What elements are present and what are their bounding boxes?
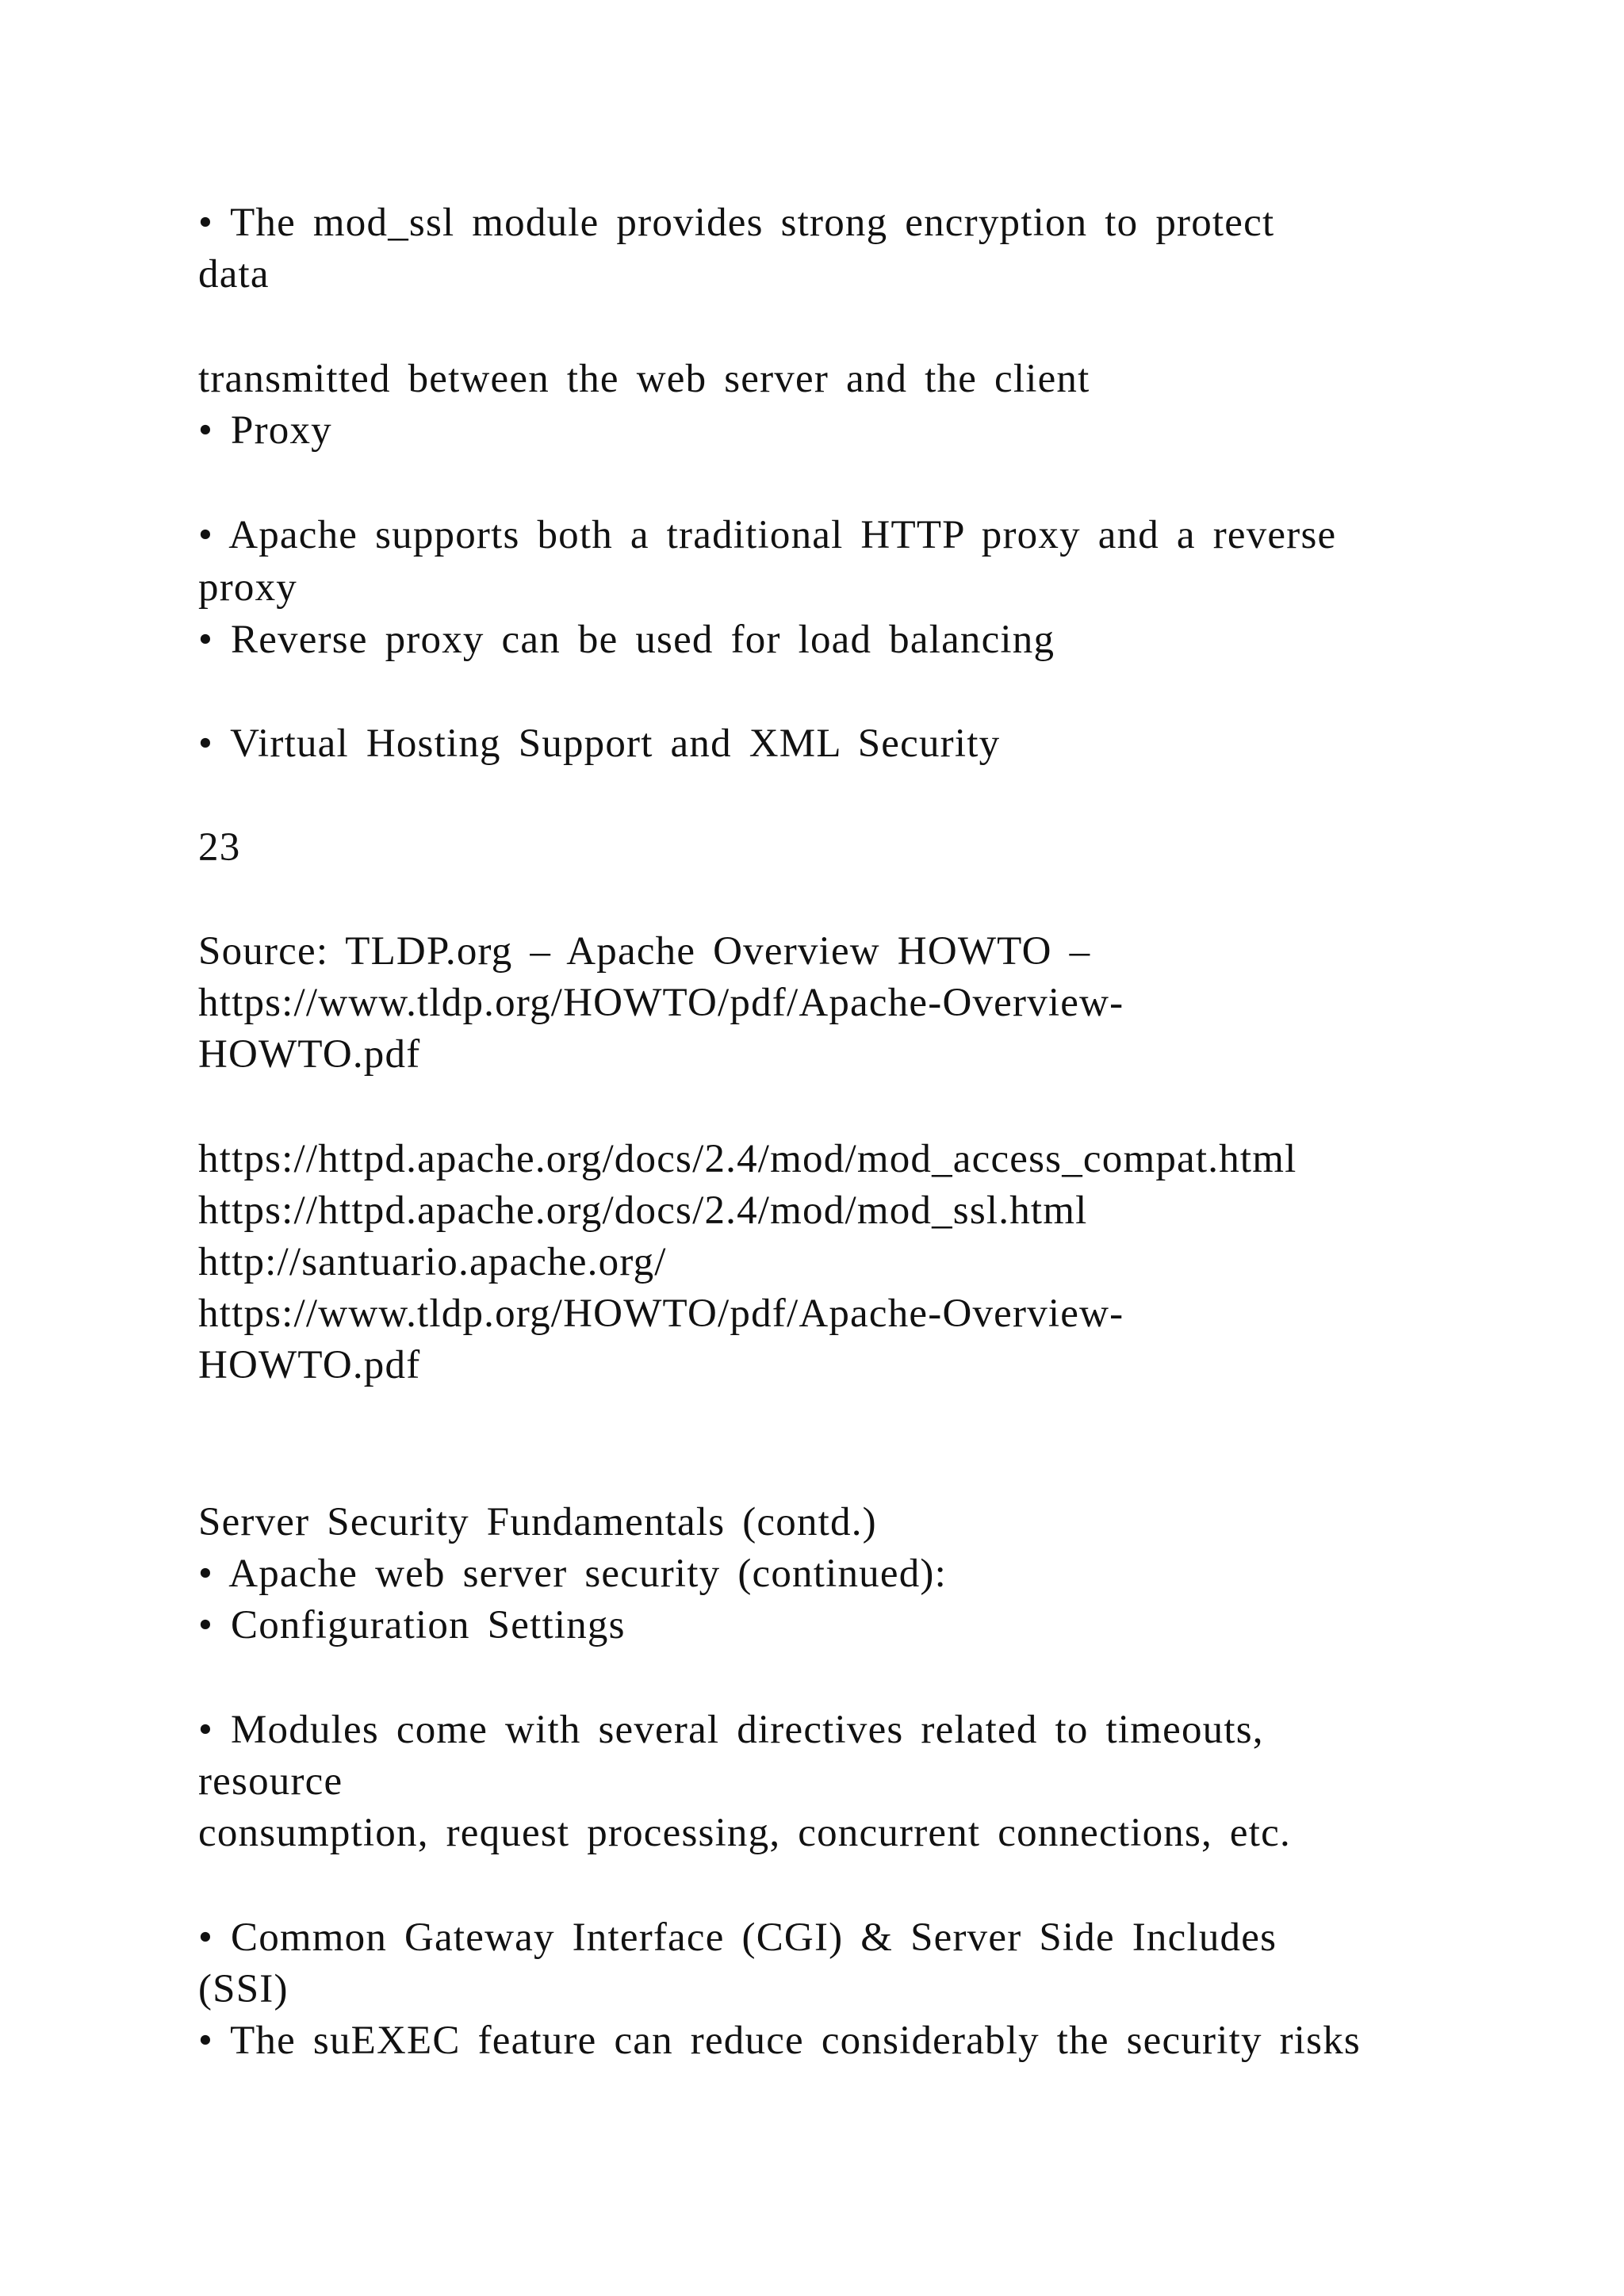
text-line: • Proxy xyxy=(198,408,332,453)
text-line: • Reverse proxy can be used for load balancing xyxy=(198,618,1055,662)
text-line: • Apache supports both a traditional HTTP proxy and a reverse xyxy=(198,513,1337,557)
url-line: https://www.tldp.org/HOWTO/pdf/Apache-Overview- xyxy=(198,1292,1124,1336)
text-line: data xyxy=(198,252,270,297)
text-line: • The suEXEC feature can reduce considerably the security risks xyxy=(198,2019,1361,2063)
text-line: (SSI) xyxy=(198,1967,289,2011)
text-line: • The mod_ssl module provides strong encryption to protect xyxy=(198,201,1275,245)
text-line: • Configuration Settings xyxy=(198,1603,626,1647)
text-line: • Apache web server security (continued): xyxy=(198,1552,947,1596)
text-line: transmitted between the web server and the client xyxy=(198,357,1090,401)
text-line: • Modules come with several directives related to timeouts, xyxy=(198,1708,1264,1752)
url-line: HOWTO.pdf xyxy=(198,1343,421,1387)
url-line: HOWTO.pdf xyxy=(198,1032,421,1077)
text-line: proxy xyxy=(198,565,297,610)
text-line: • Common Gateway Interface (CGI) & Server Side Includes xyxy=(198,1915,1277,1960)
section-heading: Server Security Fundamentals (contd.) xyxy=(198,1500,877,1544)
text-line: resource xyxy=(198,1759,343,1804)
url-line: https://httpd.apache.org/docs/2.4/mod/mod_access_compat.html xyxy=(198,1137,1297,1181)
page-number: 23 xyxy=(198,825,241,870)
url-line: http://santuario.apache.org/ xyxy=(198,1240,667,1284)
text-line: • Virtual Hosting Support and XML Security xyxy=(198,721,1001,766)
url-line: https://httpd.apache.org/docs/2.4/mod/mod_ssl.html xyxy=(198,1188,1088,1233)
url-line: https://www.tldp.org/HOWTO/pdf/Apache-Overview- xyxy=(198,981,1124,1025)
source-line: Source: TLDP.org – Apache Overview HOWTO – xyxy=(198,929,1091,974)
text-line: consumption, request processing, concurrent connections, etc. xyxy=(198,1811,1291,1855)
